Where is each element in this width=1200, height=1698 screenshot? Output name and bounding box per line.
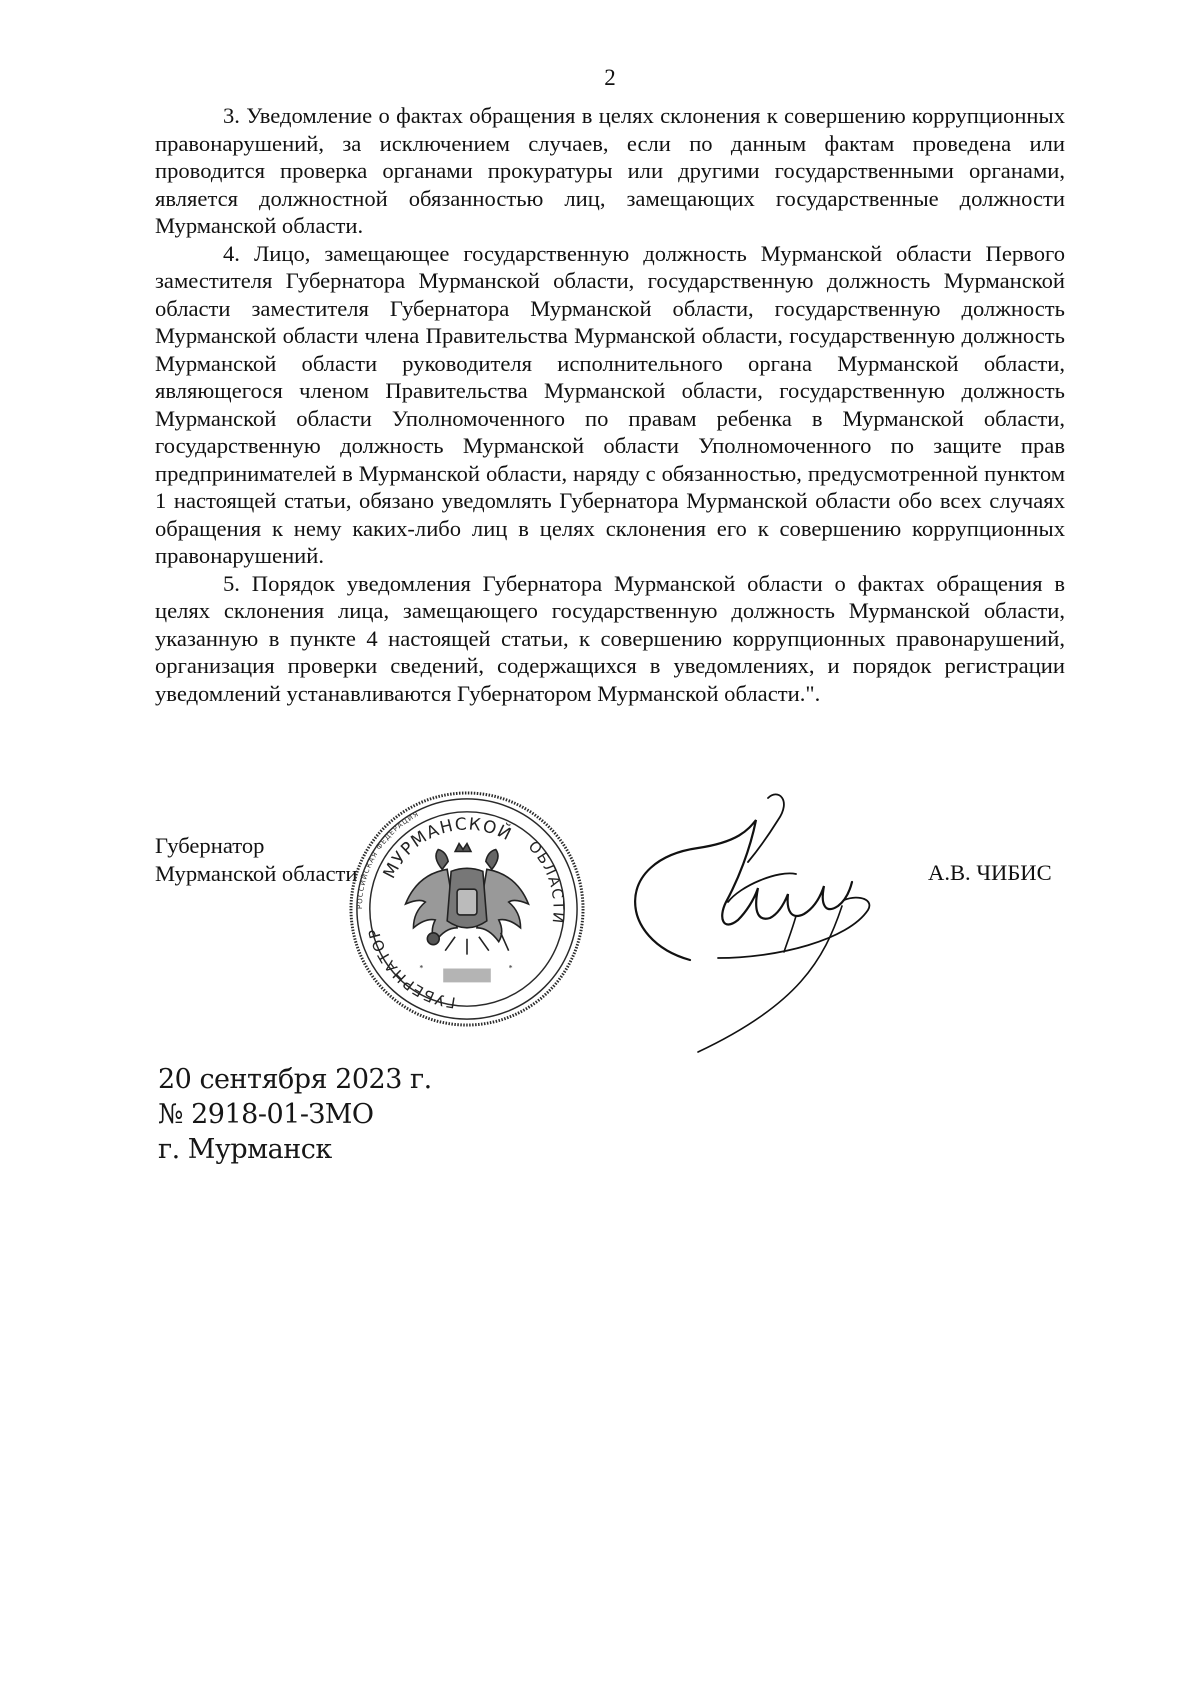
paragraph-5: 5. Порядок уведомления Губернатора Мурманской области о фактах обращения в целях склонения лица, замещающего государственную должность Мурманской области, указанную в пункте 4 настоящей статьи, к совершению коррупционных правонарушений, организация проверки сведений, содержащихся в уведомлениях, и порядок регистрации уведомлений устанавливаются Губернатором Мурманской области.".: [155, 570, 1065, 706]
handwritten-signature: [628, 790, 908, 1060]
seal-outer-text: РОССИЙСКАЯ ФЕДЕРАЦИЯ: [355, 809, 421, 910]
svg-text:ОБЛАСТИ: [525, 837, 568, 925]
document-date: 20 сентября 2023 г.: [158, 1064, 432, 1095]
document-body: [155, 102, 1065, 707]
signatory-name: А.В. ЧИБИС: [928, 860, 1052, 885]
paragraph-3: 3. Уведомление о фактах обращения в целях склонения к совершению коррупционных правонарушений, за исключением случаев, если по данным фактам проведена или проводится проверка органами прокуратуры или другими государственными органами, является должностной обязанностью лиц, замещающих государственные должности Мурманской области.: [155, 103, 1065, 238]
seal-text-left: ГУБЕРНАТОР: [364, 925, 457, 1012]
svg-text:ГУБЕРНАТОР: [364, 926, 456, 1012]
document-city: г. Мурманск: [158, 1134, 332, 1165]
signatory-title-line-2: Мурманской области: [155, 860, 358, 886]
document-number: № 2918-01-ЗМО: [158, 1099, 374, 1130]
svg-text:*: *: [508, 963, 513, 973]
double-headed-eagle-icon: [406, 844, 529, 955]
page-number: 2: [604, 65, 616, 90]
document-registration-stamp: [158, 1062, 432, 1167]
signatory-title: [155, 832, 357, 887]
paragraph-4: 4. Лицо, замещающее государственную должность Мурманской области Первого заместителя Губернатора Мурманской области, государственную должность Мурманской области заместителя Губернатора Мурманской области, государственную должность Мурманской области члена Правительства Мурманской области, государственную должность Мурманской области руководителя исполнительного органа Мурманской области, являющегося членом Правительства Мурманской области, государственную должность Мурманской области Уполномоченного по правам ребенка в Мурманской области, государственную должность Мурманской области Уполномоченного по защите прав предпринимателей в Мурманской области, наряду с обязанностью, предусмотренной пунктом 1 настоящей статьи, обязано уведомлять Губернатора Мурманской области обо всех случаях обращения к нему каких-либо лиц в целях склонения его к совершению коррупционных правонарушений.: [155, 240, 1065, 568]
svg-text:*: *: [419, 963, 424, 973]
governor-seal: [348, 790, 586, 1028]
seal-text-right: ОБЛАСТИ: [524, 837, 568, 926]
seal-text-top: МУРМАНСКОЙ: [378, 813, 516, 882]
signatory-title-line-1: Губернатор: [155, 833, 265, 858]
